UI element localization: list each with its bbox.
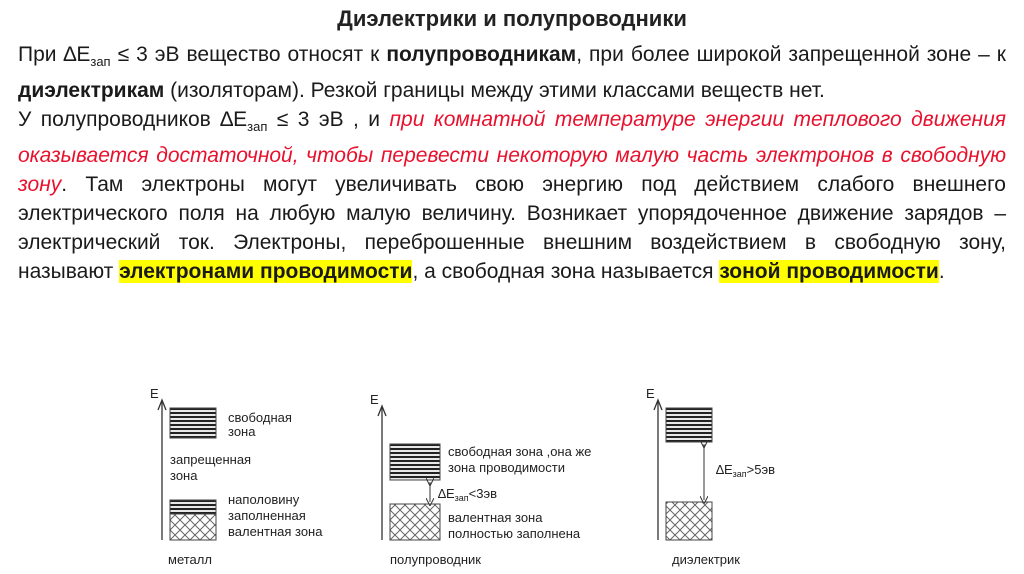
paragraph-1 [18, 40, 1006, 105]
band-diagrams [0, 380, 1024, 574]
text-span: , при более широкой запрещенной зоне – к [576, 43, 1006, 66]
text-span: . Там электроны могут увеличивать свою энергию под действием слабого внешнего электрического поля на любую малую величину. Возникает упорядоченное движение зарядов – электрический ток. Электроны, переброшенные внешним воздействием в свободную зону, называют [18, 173, 1006, 284]
text-span: . [938, 260, 945, 284]
valence-band-label: полностью заполнена [448, 526, 581, 541]
valence-band-label: валентная зона [448, 510, 543, 525]
conduction-band-label: зона проводимости [448, 460, 565, 475]
text-span: ≤ 3 эВ вещество относят к [110, 43, 387, 66]
gap-label: $\Delta Е_{зап}>5эв$ [716, 462, 776, 479]
conduction-band-label: свободная зона ,она же [448, 444, 592, 459]
free-band-label: зона [228, 424, 256, 439]
slide-title: Диэлектрики и полупроводники [337, 6, 687, 31]
semiconductor-diagram [370, 392, 591, 567]
text-span: , а свободная зона называется [412, 260, 720, 284]
gap-label: $\Delta Е_{зап}<3эв$ [438, 486, 498, 503]
dielectric-diagram [646, 386, 775, 567]
term-dielectrics: диэлектрикам [18, 79, 165, 103]
subscript: зап [247, 119, 268, 135]
forbidden-band-label: зона [170, 468, 198, 483]
highlight-conduction-electrons: электронами проводимости [119, 260, 413, 284]
delta-e-symbol: ∆Е [63, 43, 91, 66]
text-span: (изоляторам). Резкой границы между этими классами веществ нет. [164, 79, 825, 103]
half-filled-band [170, 500, 216, 514]
valence-label: валентная зона [228, 524, 323, 539]
axis-label-e: Е [150, 386, 159, 401]
axis-label-e: Е [370, 392, 379, 407]
text-span: У полупроводников [18, 108, 221, 132]
highlight-conduction-band: зоной проводимости [719, 260, 939, 284]
term-semiconductors: полупроводникам [386, 43, 577, 66]
text-span: При [18, 43, 64, 66]
conduction-band [666, 408, 712, 442]
delta-e-symbol: ∆Е [220, 108, 248, 132]
free-band [170, 408, 216, 438]
metal-diagram [150, 386, 323, 567]
paragraph-2 [18, 105, 1006, 286]
caption-metal: металл [168, 552, 212, 567]
valence-label: заполненная [228, 508, 306, 523]
text-span: ≤ 3 эВ , и [267, 108, 390, 132]
body-text [18, 40, 1006, 286]
caption-dielectric: диэлектрик [672, 552, 740, 567]
valence-label: наполовину [228, 492, 300, 507]
free-band-label: свободная [228, 410, 292, 425]
emphasis-red: при комнатной температуре энергии теплового движения оказывается достаточной, чтобы перевести некоторую малую часть электронов в свободную зону [18, 108, 1006, 197]
conduction-band [390, 444, 440, 480]
filled-band [170, 514, 216, 540]
valence-band [666, 502, 712, 540]
forbidden-band-label: запрещенная [170, 452, 252, 467]
subscript: зап [90, 54, 111, 70]
valence-band [390, 504, 440, 540]
caption-semiconductor: полупроводник [390, 552, 481, 567]
axis-label-e: Е [646, 386, 655, 401]
